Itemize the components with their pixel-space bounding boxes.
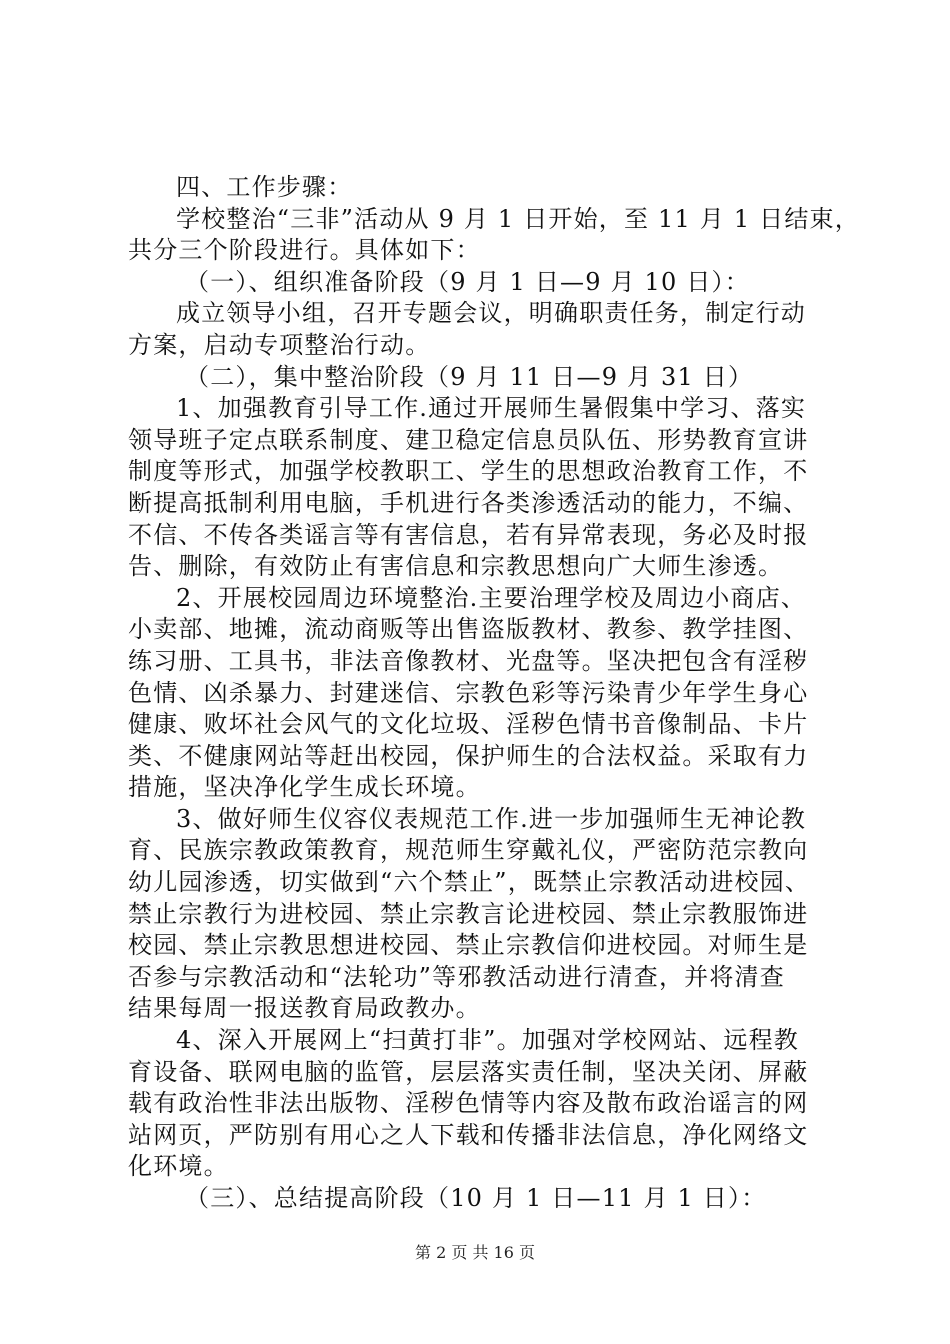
page-footer: 第 2 页 共 16 页	[415, 1243, 535, 1262]
text-line: 幼儿园渗透，切实做到“六个禁止”，既禁止宗教活动进校园、	[128, 868, 811, 897]
text-line: 化环境。	[128, 1152, 229, 1181]
text-line: 3、做好师生仪容仪表规范工作.进一步加强师生无神论教	[176, 804, 807, 833]
text-line: 结果每周一报送教育局政教办。	[128, 994, 481, 1023]
text-line: 不信、不传各类谣言等有害信息，若有异常表现，务必及时报	[128, 520, 809, 549]
text-line: 类、不健康网站等赶出校园，保护师生的合法权益。采取有力	[128, 741, 809, 770]
text-line: （一）、组织准备阶段（9 月 1 日—9 月 10 日）：	[185, 267, 750, 296]
text-line: 练习册、工具书，非法音像教材、光盘等。坚决把包含有淫秽	[128, 646, 809, 675]
text-line: 断提高抵制利用电脑，手机进行各类渗透活动的能力，不编、	[128, 488, 809, 517]
text-line: 2、开展校园周边环境整治.主要治理学校及周边小商店、	[176, 583, 807, 612]
text-line: 小卖部、地摊，流动商贩等出售盗版教材、教参、教学挂图、	[128, 615, 809, 644]
text-line: （二），集中整治阶段（9 月 11 日—9 月 31 日）	[185, 362, 754, 391]
text-line: （三）、总结提高阶段（10 月 1 日—11 月 1 日）：	[185, 1184, 767, 1212]
text-line: 色情、凶杀暴力、封建迷信、宗教色彩等污染青少年学生身心	[128, 678, 809, 707]
text-line: 1、加强教育引导工作.通过开展师生暑假集中学习、落实	[176, 394, 807, 423]
text-line: 育设备、联网电脑的监管，层层落实责任制，坚决关闭、屏蔽	[128, 1057, 809, 1086]
text-line: 领导班子定点联系制度、建卫稳定信息员队伍、形势教育宣讲	[128, 425, 809, 454]
text-line: 共分三个阶段进行。具体如下：	[128, 236, 481, 265]
text-line: 载有政治性非法出版物、淫秽色情等内容及散布政治谣言的网	[128, 1089, 809, 1118]
text-line: 禁止宗教行为进校园、禁止宗教言论进校园、禁止宗教服饰进	[128, 899, 809, 928]
text-line: 学校整治“三非”活动从 9 月 1 日开始，至 11 月 1 日结束，	[176, 204, 860, 233]
text-line: 校园、禁止宗教思想进校园、禁止宗教信仰进校园。对师生是	[128, 931, 809, 960]
text-line: 成立领导小组，召开专题会议，明确职责任务，制定行动	[176, 299, 806, 328]
text-line: 四、工作步骤：	[176, 173, 353, 201]
document-body	[128, 172, 860, 1215]
text-line: 4、深入开展网上“扫黄打非”。加强对学校网站、远程教	[176, 1026, 800, 1055]
text-line: 育、民族宗教政策教育，规范师生穿戴礼仪，严密防范宗教向	[128, 836, 809, 865]
text-line: 制度等形式，加强学校教职工、学生的思想政治教育工作，不	[128, 457, 809, 486]
text-line: 措施，坚决净化学生成长环境。	[128, 773, 481, 802]
text-line: 方案，启动专项整治行动。	[128, 330, 431, 359]
text-line: 告、删除，有效防止有害信息和宗教思想向广大师生渗透。	[128, 552, 784, 581]
text-line: 健康、败坏社会风气的文化垃圾、淫秽色情书音像制品、卡片	[128, 710, 809, 739]
text-line: 否参与宗教活动和“法轮功”等邪教活动进行清查，并将清查	[128, 962, 785, 991]
text-line: 站网页，严防别有用心之人下载和传播非法信息，净化网络文	[128, 1120, 809, 1149]
